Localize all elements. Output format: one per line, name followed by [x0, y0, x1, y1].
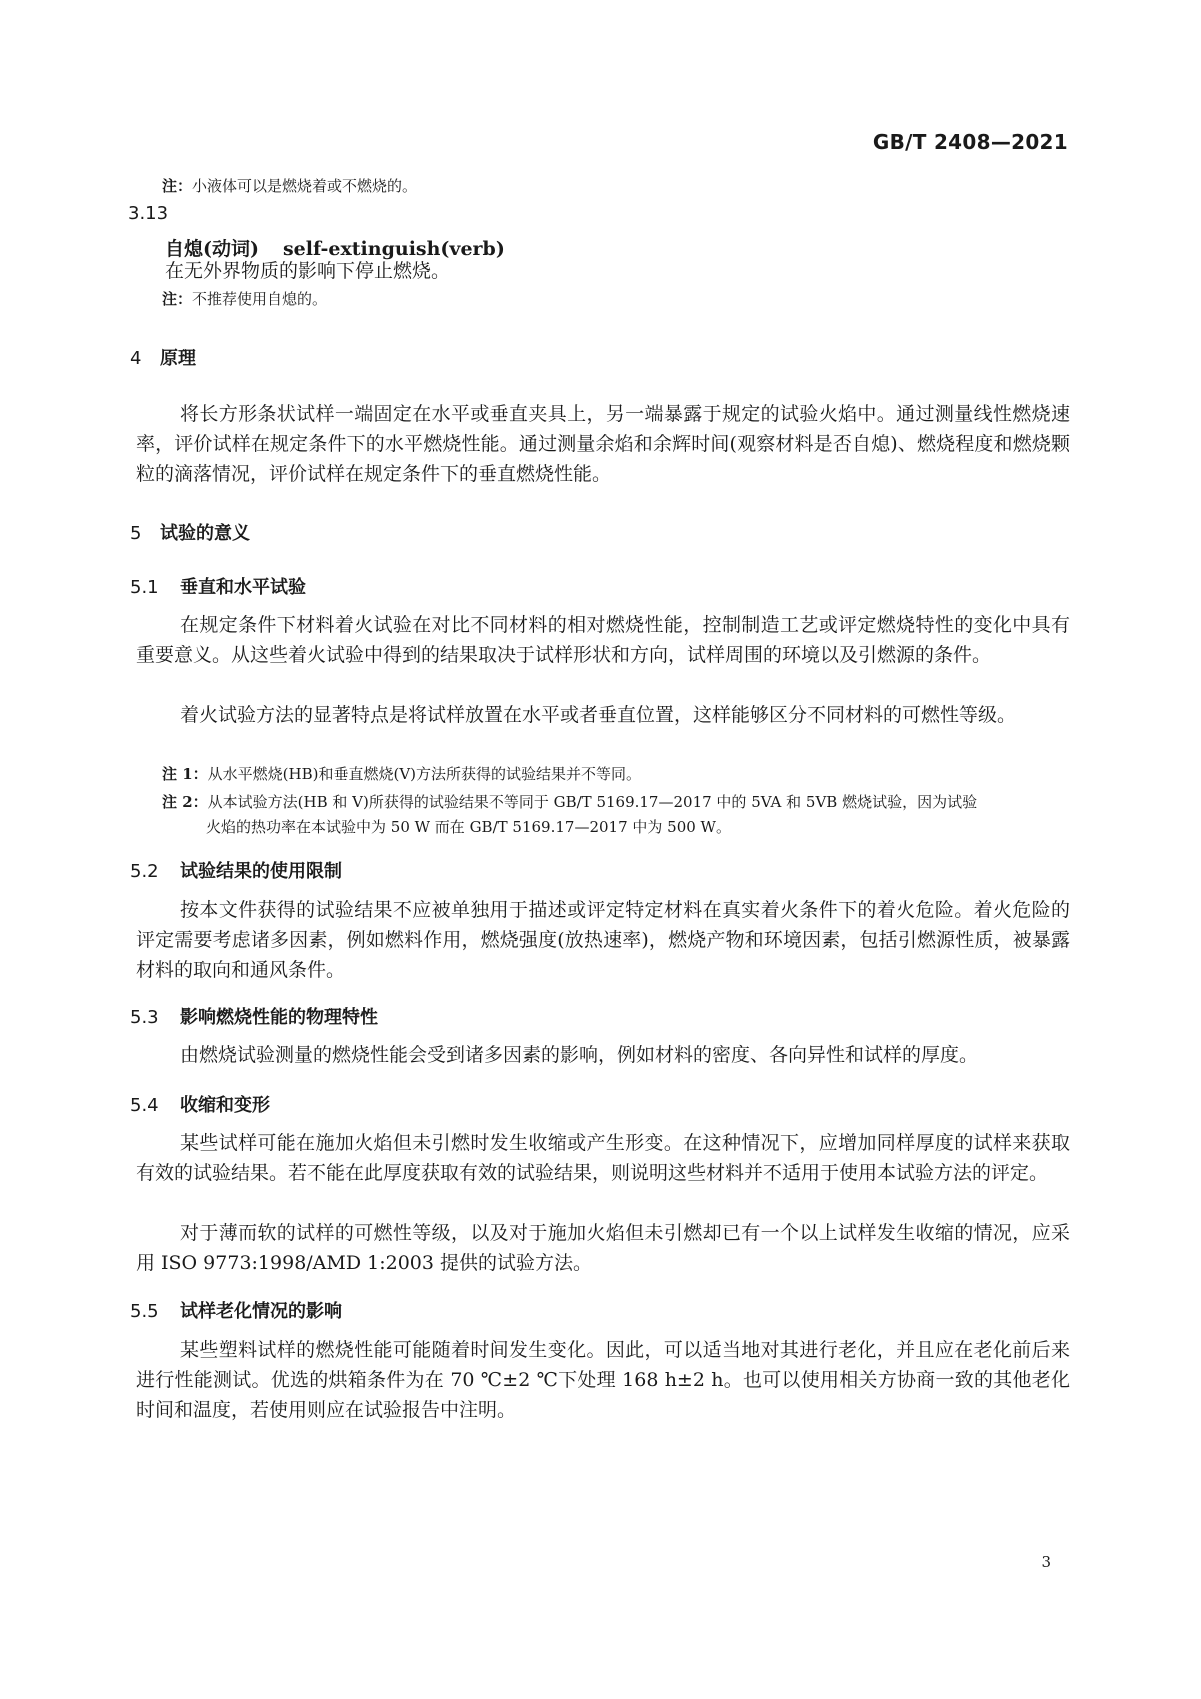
term-number: 3.13 — [128, 203, 169, 224]
subsection-number: 5.3 — [130, 1007, 159, 1028]
note-small-liquid — [162, 176, 417, 196]
note-1 — [162, 764, 641, 784]
note-label: 注： — [162, 177, 193, 195]
subsection-number: 5.4 — [130, 1095, 159, 1116]
subsection-title: 收缩和变形 — [180, 1095, 270, 1116]
subsection-heading-5-1 — [130, 573, 306, 599]
term-cn: 自熄(动词) — [165, 238, 259, 260]
section-number: 4 — [130, 348, 142, 369]
note-label: 注 1： — [162, 765, 208, 783]
note-2 — [162, 790, 982, 840]
note-text: 不推荐使用自熄的。 — [192, 290, 328, 308]
paragraph: 着火试验方法的显著特点是将试样放置在水平或者垂直位置，这样能够区分不同材料的可燃性等级。 — [180, 704, 1017, 726]
paragraph: 某些塑料试样的燃烧性能可能随着时间发生变化。因此，可以适当地对其进行老化，并且应在老化前后来进行性能测试。优选的烘箱条件为在 70 ℃±2 ℃下处理 168 h±2 h。也可以使用相关方协商一致的其他老化时间和温度，若使用则应在试验报告中注明。 — [136, 1339, 1070, 1421]
subsection-heading-5-4 — [130, 1091, 270, 1117]
subsection-number: 5.5 — [130, 1301, 159, 1322]
subsection-title: 试样老化情况的影响 — [180, 1301, 342, 1322]
paragraph: 某些试样可能在施加火焰但未引燃时发生收缩或产生形变。在这种情况下，应增加同样厚度的试样来获取有效的试验结果。若不能在此厚度获取有效的试验结果，则说明这些材料并不适用于使用本试验方法的评定。 — [136, 1132, 1070, 1184]
note-text: 从水平燃烧(HB)和垂直燃烧(V)方法所获得的试验结果并不等同。 — [207, 765, 642, 783]
standard-code: GB/T 2408—2021 — [872, 130, 1068, 154]
subsection-title: 垂直和水平试验 — [180, 577, 306, 598]
subsection-heading-5-5 — [130, 1297, 342, 1323]
paragraph: 在规定条件下材料着火试验在对比不同材料的相对燃烧性能，控制制造工艺或评定燃烧特性的变化中具有重要意义。从这些着火试验中得到的结果取决于试样形状和方向，试样周围的环境以及引燃源的条件。 — [136, 614, 1070, 666]
subsection-title: 影响燃烧性能的物理特性 — [180, 1007, 378, 1028]
section-number: 5 — [130, 523, 142, 544]
note-label: 注 2： — [162, 793, 208, 811]
section-heading-5 — [130, 519, 250, 545]
paragraph: 将长方形条状试样一端固定在水平或垂直夹具上，另一端暴露于规定的试验火焰中。通过测量线性燃烧速率，评价试样在规定条件下的水平燃烧性能。通过测量余焰和余辉时间(观察材料是否自熄)、燃烧程度和燃烧颗粒的滴落情况，评价试样在规定条件下的垂直燃烧性能。 — [136, 403, 1070, 485]
paragraph: 由燃烧试验测量的燃烧性能会受到诸多因素的影响，例如材料的密度、各向异性和试样的厚度。 — [180, 1044, 979, 1066]
subsection-title: 试验结果的使用限制 — [180, 861, 342, 882]
section-title: 原理 — [160, 348, 196, 369]
subsection-heading-5-2 — [130, 857, 342, 883]
section-title: 试验的意义 — [160, 523, 250, 544]
subsection-number: 5.2 — [130, 861, 159, 882]
term-en: self-extinguish(verb) — [282, 238, 505, 260]
paragraph: 对于薄而软的试样的可燃性等级，以及对于施加火焰但未引燃却已有一个以上试样发生收缩的情况，应采用 ISO 9773:1998/AMD 1:2003 提供的试验方法。 — [136, 1222, 1070, 1274]
term-definition: 在无外界物质的影响下停止燃烧。 — [165, 260, 451, 282]
subsection-number: 5.1 — [130, 577, 159, 598]
note-label: 注： — [162, 290, 193, 308]
section-heading-4 — [130, 344, 196, 370]
page-number: 3 — [1041, 1553, 1051, 1571]
term-note — [162, 289, 327, 309]
note-text: 从本试验方法(HB 和 V)所获得的试验结果不等同于 GB/T 5169.17—2017 中的 5VA 和 5VB 燃烧试验，因为试验火焰的热功率在本试验中为 50 W 而在 GB/T 5169.17—2017 中为 500 W。 — [206, 793, 978, 836]
paragraph: 按本文件获得的试验结果不应被单独用于描述或评定特定材料在真实着火条件下的着火危险。着火危险的评定需要考虑诸多因素，例如燃料作用，燃烧强度(放热速率)，燃烧产物和环境因素，包括引燃源性质，被暴露材料的取向和通风条件。 — [136, 899, 1070, 981]
subsection-heading-5-3 — [130, 1003, 378, 1029]
note-text: 小液体可以是燃烧着或不燃烧的。 — [192, 177, 418, 195]
